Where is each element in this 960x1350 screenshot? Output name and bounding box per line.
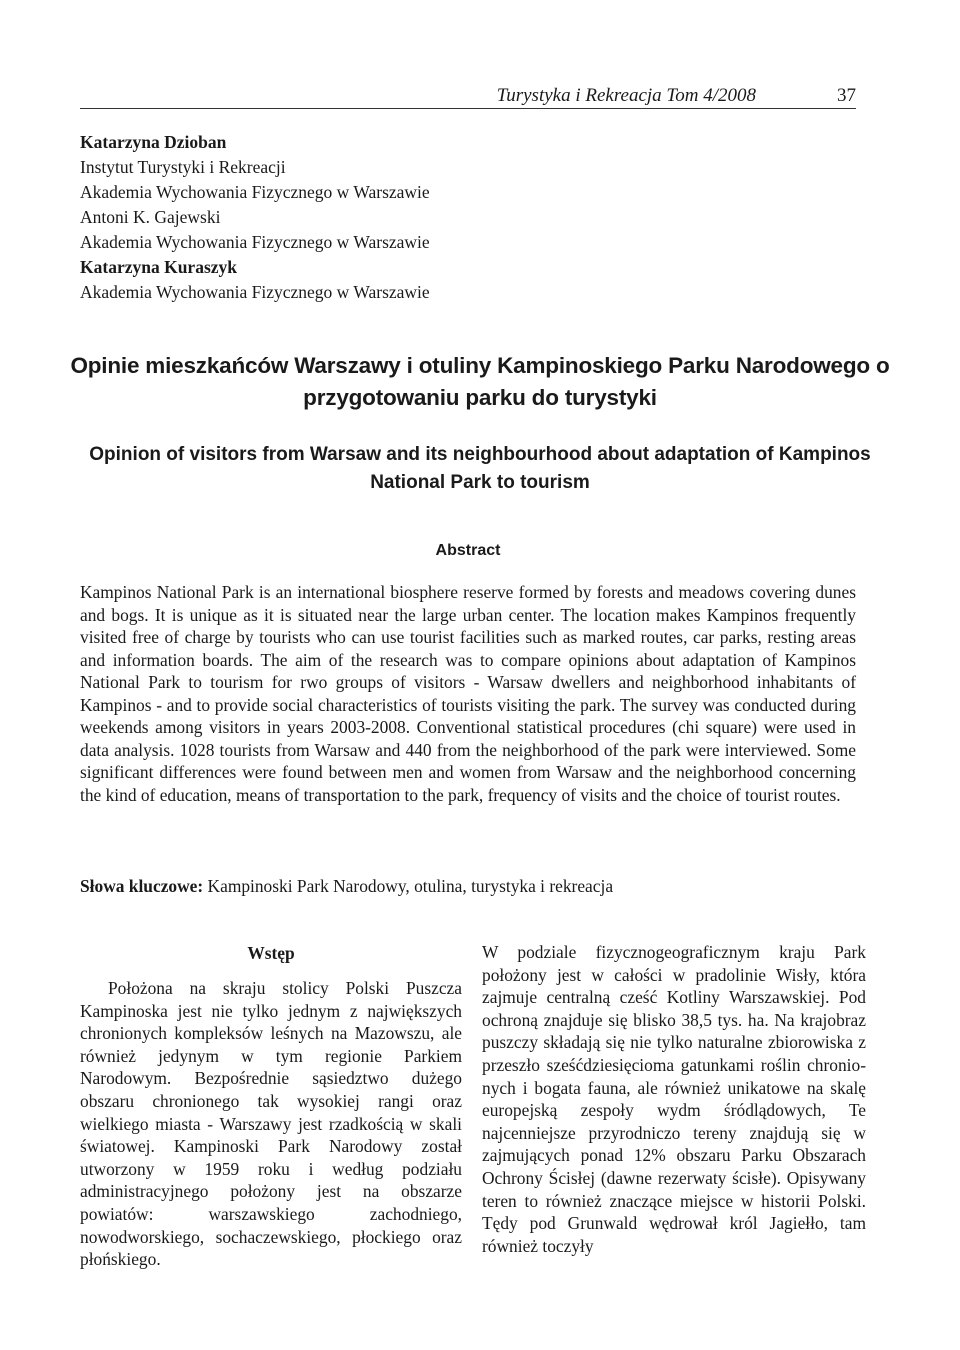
abstract-text: Kampinos National Park is an international biosphere reserve formed by forests and meadows covering dunes and bogs. It is unique as it is situated near the large urban center. The location makes Kampinos frequently visited free of charge by tourists who can use tourist facilities such as marked routes, car parks, resting areas and information boards. The aim of the research was to compare opinions about adaptation of Kampinos National Park to tourism for rwo groups of visitors - Warsaw dwellers and neighborhood inhabitants of Kampinos - and to provide social characteristics of tourists visiting the park. The survey was conducted during weekends among visitors in years 2003-2008. Conventional statistical procedures (chi square) were used in data analysis. 1028 tourists from Warsaw and 440 from the neighborhood of the park were interviewed. Some significant differences were found between men and women from Warsaw and the neighborhood concerning the kind of education, means of transportation to the park, frequency of visits and the choice of tourist routes. xyxy=(80,582,856,805)
section-heading: Wstęp xyxy=(247,943,295,963)
paragraph: Położona na skraju stolicy Polski Puszcza Kampinoska jest nie tylko jednym z największych chronionych kompleksów leśnych na Mazowszu, ale również jedynym w tym regionie Parkiem Narodowym. Bezpośrednie sąsiedztwo dużego obszaru chronionego tak wysokiej rangi oraz wielkiego miasta - Warszawy jest rzadkością w skali światowej. Kampinoski Park Narodowy został utworzony w 1959 roku i według podziału administracyjnego położony jest na obszarze powiatów: warszawskiego zachodniego, nowodworskiego, sochaczewskiego, płockiego oraz płońskiego. xyxy=(80,978,462,1270)
author-affiliation: Akademia Wychowania Fizycznego w Warszawie xyxy=(80,282,430,302)
journal-title: Turystyka i Rekreacja Tom 4/2008 xyxy=(496,85,756,106)
keywords-line xyxy=(80,874,856,898)
author-affiliation: Akademia Wychowania Fizycznego w Warszawie xyxy=(80,232,430,252)
paragraph: W podziale fizycznogeograficznym kraju Park położony jest w całości w pradolinie Wisły, która zajmuje centralną cześć Kotliny Warszawskiej. Pod ochroną znajduje się blisko 38,5 tys. ha. Na krajobraz puszczy składają się nie tylko naturalne zbiorowiska z przeszło sześćdziesięcioma gatunkami roślin chronionych i bogata fauna, ale również unikatowe na skalę europejską zespoły wydm śródlądowych, Te najcenniejsze przyrodniczo tereny znajdują się w zajmujących ponad 12% obszaru Parku Obszarach Ochrony Ścisłej (dawne rezerwaty ścisłe). Opisywany teren to również znaczące miejsce w historii Polski. Tędy pod Grunwald wędrował król Jagiełło, tam również toczyły xyxy=(482,942,866,1256)
author-name: Katarzyna Kuraszyk xyxy=(80,257,238,277)
abstract-heading: Abstract xyxy=(435,542,501,559)
running-header xyxy=(80,84,856,109)
author-name: Katarzyna Dzioban xyxy=(80,132,227,152)
body-column-left xyxy=(80,941,462,1271)
keywords-text: Kampinoski Park Narodowy, otulina, turystyka i rekreacja xyxy=(203,876,614,896)
page-number: 37 xyxy=(837,85,856,106)
author-affiliation: Instytut Turystyki i Rekreacji Akademia Wychowania Fizycznego w Warszawie xyxy=(80,157,430,202)
body-column-right xyxy=(482,941,866,1257)
keywords-label: Słowa kluczowe: xyxy=(80,876,204,896)
author-block xyxy=(80,130,680,305)
title-english: Opinion of visitors from Warsaw and its neighbourhood about adaptation of Kampinos National Park to tourism xyxy=(89,444,871,493)
title-polish: Opinie mieszkańców Warszawy i otuliny Kampinoskiego Parku Narodowego o przygotowaniu parku do turystyki xyxy=(70,353,890,410)
author-name: Antoni K. Gajewski xyxy=(80,207,221,227)
